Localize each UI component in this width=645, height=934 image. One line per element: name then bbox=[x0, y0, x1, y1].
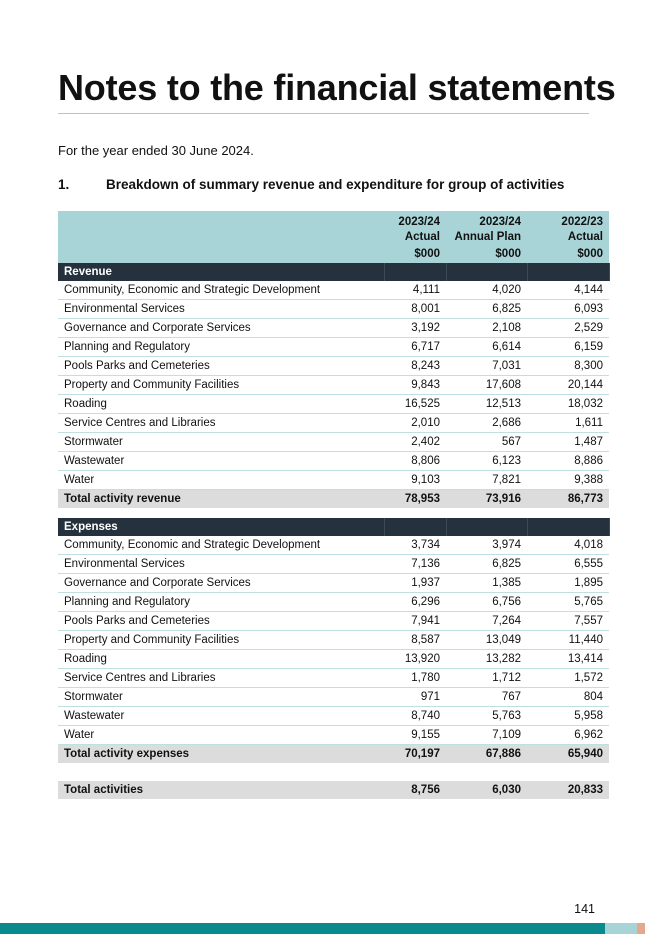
row-value: 18,032 bbox=[527, 395, 609, 414]
header-label-cell bbox=[58, 245, 384, 263]
section-heading bbox=[58, 177, 564, 192]
row-value: 4,018 bbox=[527, 536, 609, 555]
column-header-row bbox=[58, 211, 609, 245]
row-value: 7,264 bbox=[446, 612, 527, 631]
table-row bbox=[58, 319, 609, 338]
row-label: Wastewater bbox=[58, 707, 384, 726]
table-row bbox=[58, 726, 609, 745]
row-value: 2,529 bbox=[527, 319, 609, 338]
row-value: 6,962 bbox=[527, 726, 609, 745]
row-label: Stormwater bbox=[58, 688, 384, 707]
column-header: 2023/24 Actual bbox=[384, 211, 446, 245]
row-value: 13,920 bbox=[384, 650, 446, 669]
financial-table bbox=[58, 211, 610, 799]
unit-header-row bbox=[58, 245, 609, 263]
footer-bar bbox=[0, 923, 605, 934]
row-label: Service Centres and Libraries bbox=[58, 414, 384, 433]
row-value: 16,525 bbox=[384, 395, 446, 414]
row-label: Wastewater bbox=[58, 452, 384, 471]
revenue-section bbox=[58, 263, 609, 508]
row-value: 1,487 bbox=[527, 433, 609, 452]
table-row bbox=[58, 376, 609, 395]
row-value: 13,282 bbox=[446, 650, 527, 669]
row-value: 3,974 bbox=[446, 536, 527, 555]
table-row bbox=[58, 631, 609, 650]
row-label: Stormwater bbox=[58, 433, 384, 452]
row-label: Planning and Regulatory bbox=[58, 338, 384, 357]
table-row bbox=[58, 281, 609, 300]
row-label: Total activity revenue bbox=[58, 490, 384, 509]
row-value: 20,833 bbox=[527, 781, 609, 799]
row-label: Community, Economic and Strategic Development bbox=[58, 281, 384, 300]
row-value: 971 bbox=[384, 688, 446, 707]
row-value: 1,572 bbox=[527, 669, 609, 688]
row-value: 6,614 bbox=[446, 338, 527, 357]
row-label: Governance and Corporate Services bbox=[58, 574, 384, 593]
table-row bbox=[58, 669, 609, 688]
row-value: 6,717 bbox=[384, 338, 446, 357]
spacer bbox=[58, 508, 609, 518]
row-value: 8,587 bbox=[384, 631, 446, 650]
row-value: 1,937 bbox=[384, 574, 446, 593]
row-value: 8,756 bbox=[384, 781, 446, 799]
row-value: 2,010 bbox=[384, 414, 446, 433]
row-value: 9,388 bbox=[527, 471, 609, 490]
row-value: 13,049 bbox=[446, 631, 527, 650]
page-title: Notes to the financial statements bbox=[58, 67, 616, 108]
row-label: Governance and Corporate Services bbox=[58, 319, 384, 338]
row-value: 7,821 bbox=[446, 471, 527, 490]
row-value: 9,155 bbox=[384, 726, 446, 745]
row-value: 2,108 bbox=[446, 319, 527, 338]
row-value: 6,555 bbox=[527, 555, 609, 574]
row-value: 67,886 bbox=[446, 745, 527, 764]
section-title: Breakdown of summary revenue and expenditure for group of activities bbox=[106, 177, 565, 192]
row-value: 86,773 bbox=[527, 490, 609, 509]
table-row bbox=[58, 414, 609, 433]
table-row bbox=[58, 357, 609, 376]
row-value: 6,296 bbox=[384, 593, 446, 612]
row-label: Total activities bbox=[58, 781, 384, 799]
section-header-expenses bbox=[58, 518, 609, 536]
table-row bbox=[58, 452, 609, 471]
grand-total-row bbox=[58, 781, 609, 799]
row-value: 6,756 bbox=[446, 593, 527, 612]
row-value: 2,402 bbox=[384, 433, 446, 452]
row-value: 20,144 bbox=[527, 376, 609, 395]
row-value: 8,243 bbox=[384, 357, 446, 376]
table-row bbox=[58, 574, 609, 593]
total-row bbox=[58, 490, 609, 509]
row-value: 6,825 bbox=[446, 555, 527, 574]
row-value: 9,103 bbox=[384, 471, 446, 490]
row-value: 4,020 bbox=[446, 281, 527, 300]
row-value: 65,940 bbox=[527, 745, 609, 764]
row-value: 1,895 bbox=[527, 574, 609, 593]
row-value: 4,111 bbox=[384, 281, 446, 300]
row-value: 8,886 bbox=[527, 452, 609, 471]
row-value: 5,763 bbox=[446, 707, 527, 726]
row-value: 567 bbox=[446, 433, 527, 452]
column-header: 2022/23 Actual bbox=[527, 211, 609, 245]
row-label: Service Centres and Libraries bbox=[58, 669, 384, 688]
row-value: 12,513 bbox=[446, 395, 527, 414]
period-subtitle: For the year ended 30 June 2024. bbox=[58, 143, 254, 158]
row-value: 6,159 bbox=[527, 338, 609, 357]
row-value: 3,192 bbox=[384, 319, 446, 338]
table-row bbox=[58, 650, 609, 669]
row-label: Pools Parks and Cemeteries bbox=[58, 357, 384, 376]
unit-header: $000 bbox=[384, 245, 446, 263]
row-value: 1,780 bbox=[384, 669, 446, 688]
row-value: 6,030 bbox=[446, 781, 527, 799]
spacer bbox=[58, 763, 609, 781]
row-value: 767 bbox=[446, 688, 527, 707]
table-row bbox=[58, 593, 609, 612]
row-value: 6,123 bbox=[446, 452, 527, 471]
row-label: Environmental Services bbox=[58, 300, 384, 319]
row-value: 2,686 bbox=[446, 414, 527, 433]
row-label: Roading bbox=[58, 395, 384, 414]
row-value: 7,941 bbox=[384, 612, 446, 631]
table-row bbox=[58, 688, 609, 707]
row-value: 5,958 bbox=[527, 707, 609, 726]
row-value: 70,197 bbox=[384, 745, 446, 764]
row-value: 4,144 bbox=[527, 281, 609, 300]
row-value: 13,414 bbox=[527, 650, 609, 669]
table-row bbox=[58, 395, 609, 414]
row-label: Roading bbox=[58, 650, 384, 669]
row-value: 6,825 bbox=[446, 300, 527, 319]
row-value: 78,953 bbox=[384, 490, 446, 509]
table-row bbox=[58, 555, 609, 574]
row-value: 7,031 bbox=[446, 357, 527, 376]
table-row bbox=[58, 338, 609, 357]
row-label: Pools Parks and Cemeteries bbox=[58, 612, 384, 631]
row-value: 8,806 bbox=[384, 452, 446, 471]
grand-total-section bbox=[58, 781, 609, 799]
row-label: Environmental Services bbox=[58, 555, 384, 574]
expenses-section bbox=[58, 518, 609, 763]
unit-header: $000 bbox=[446, 245, 527, 263]
row-value: 1,385 bbox=[446, 574, 527, 593]
row-label: Water bbox=[58, 471, 384, 490]
row-label: Planning and Regulatory bbox=[58, 593, 384, 612]
row-value: 73,916 bbox=[446, 490, 527, 509]
row-value: 17,608 bbox=[446, 376, 527, 395]
table-row bbox=[58, 707, 609, 726]
row-value: 804 bbox=[527, 688, 609, 707]
row-label: Property and Community Facilities bbox=[58, 631, 384, 650]
unit-header: $000 bbox=[527, 245, 609, 263]
row-value: 8,001 bbox=[384, 300, 446, 319]
section-label: Expenses bbox=[58, 518, 384, 536]
page-number: 141 bbox=[574, 902, 595, 916]
row-value: 7,109 bbox=[446, 726, 527, 745]
title-divider bbox=[58, 113, 589, 114]
total-row bbox=[58, 745, 609, 764]
row-label: Total activity expenses bbox=[58, 745, 384, 764]
table-row bbox=[58, 536, 609, 555]
row-value: 7,557 bbox=[527, 612, 609, 631]
footer-bar-accent bbox=[637, 923, 645, 934]
table-row bbox=[58, 471, 609, 490]
section-number: 1. bbox=[58, 177, 70, 192]
table-row bbox=[58, 300, 609, 319]
row-value: 1,611 bbox=[527, 414, 609, 433]
table-row bbox=[58, 612, 609, 631]
header-label-cell bbox=[58, 211, 384, 245]
row-value: 6,093 bbox=[527, 300, 609, 319]
row-value: 9,843 bbox=[384, 376, 446, 395]
row-value: 1,712 bbox=[446, 669, 527, 688]
column-header: 2023/24 Annual Plan bbox=[446, 211, 527, 245]
row-label: Water bbox=[58, 726, 384, 745]
table-row bbox=[58, 433, 609, 452]
row-value: 8,300 bbox=[527, 357, 609, 376]
row-value: 7,136 bbox=[384, 555, 446, 574]
row-value: 5,765 bbox=[527, 593, 609, 612]
row-value: 3,734 bbox=[384, 536, 446, 555]
row-value: 11,440 bbox=[527, 631, 609, 650]
row-label: Property and Community Facilities bbox=[58, 376, 384, 395]
row-label: Community, Economic and Strategic Development bbox=[58, 536, 384, 555]
row-value: 8,740 bbox=[384, 707, 446, 726]
section-label: Revenue bbox=[58, 263, 384, 281]
footer-bar-light bbox=[605, 923, 637, 934]
section-header-revenue bbox=[58, 263, 609, 281]
